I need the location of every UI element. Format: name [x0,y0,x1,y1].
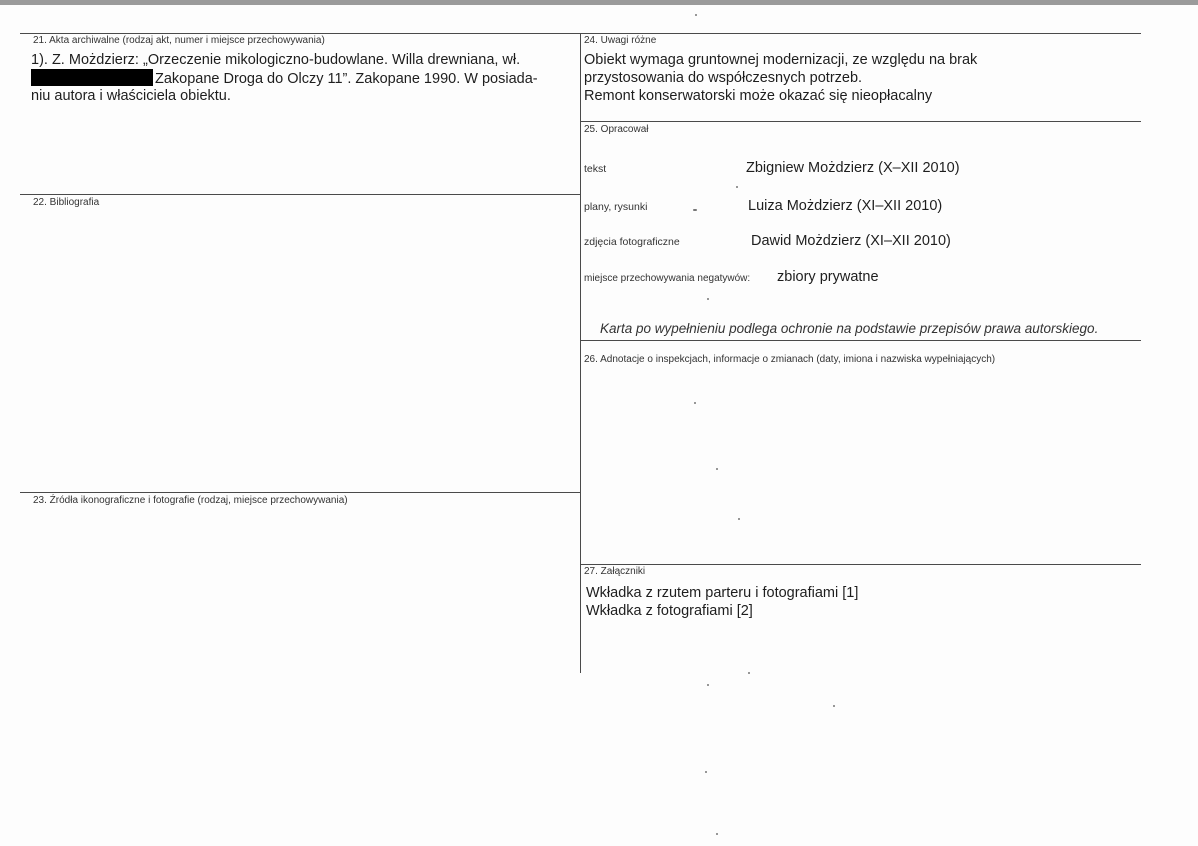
section-27-line-2: Wkładka z fotografiami [2] [586,603,753,619]
scan-speck [707,684,709,686]
section-27-label: 27. Załączniki [584,566,646,577]
scan-speck [707,298,709,300]
center-divider [580,33,581,673]
page-top-edge [0,0,1198,5]
negatives-value: zbiory prywatne [777,269,879,285]
section-21-line-1: 1). Z. Możdzierz: „Orzeczenie mikologiczno-budowlane. Willa drewniana, wł. [31,52,521,68]
scan-speck [716,468,718,470]
section-21-line-2 [31,69,538,88]
section-25-label: 25. Opracował [584,124,649,135]
scan-speck [738,518,740,520]
section-21-line-2-text: Zakopane Droga do Olczy 11”. Zakopane 1990. W posiada- [155,71,538,87]
section-26-label: 26. Adnotacje o inspekcjach, informacje o zmianach (daty, imiona i nazwiska wypełniających) [584,354,996,365]
redaction-bar [31,69,153,86]
section-24-line-1: Obiekt wymaga gruntownej modernizacji, ze względu na brak [584,52,978,68]
plans-author-label: plany, rysunki [584,201,648,213]
section-24-line-2: przystosowania do współczesnych potrzeb. [584,70,863,86]
rule-23 [20,492,580,493]
scan-speck [716,833,718,835]
scan-speck [694,402,696,404]
rule-22 [20,194,580,195]
copyright-note: Karta po wypełnieniu podlega ochronie na podstawie przepisów prawa autorskiego. [600,321,1099,336]
section-24-line-3: Remont konserwatorski może okazać się nieopłacalny [584,88,933,104]
scan-speck [705,771,707,773]
scan-speck [695,14,697,16]
scan-speck [736,186,738,188]
rule-26 [580,340,1141,341]
section-24-label: 24. Uwagi różne [584,35,657,46]
scan-speck [833,705,835,707]
negatives-label: miejsce przechowywania negatywów: [584,273,751,284]
text-author-value: Zbigniew Możdzierz (X–XII 2010) [746,160,960,176]
text-author-label: tekst [584,163,607,175]
section-27-line-1: Wkładka z rzutem parteru i fotografiami [1] [586,585,859,601]
rule-25 [580,121,1141,122]
section-23-label: 23. Źródła ikonograficzne i fotografie (rodzaj, miejsce przechowywania) [33,495,348,506]
photos-author-label: zdjęcia fotograficzne [584,236,680,248]
scan-speck [748,672,750,674]
scan-speck [693,209,697,211]
plans-author-value: Luiza Możdzierz (XI–XII 2010) [748,198,943,214]
section-21-line-3: niu autora i właściciela obiektu. [31,88,231,104]
section-21-label: 21. Akta archiwalne (rodzaj akt, numer i miejsce przechowywania) [33,35,325,46]
section-22-label: 22. Bibliografia [33,197,100,208]
photos-author-value: Dawid Możdzierz (XI–XII 2010) [751,233,951,249]
rule-27 [580,564,1141,565]
